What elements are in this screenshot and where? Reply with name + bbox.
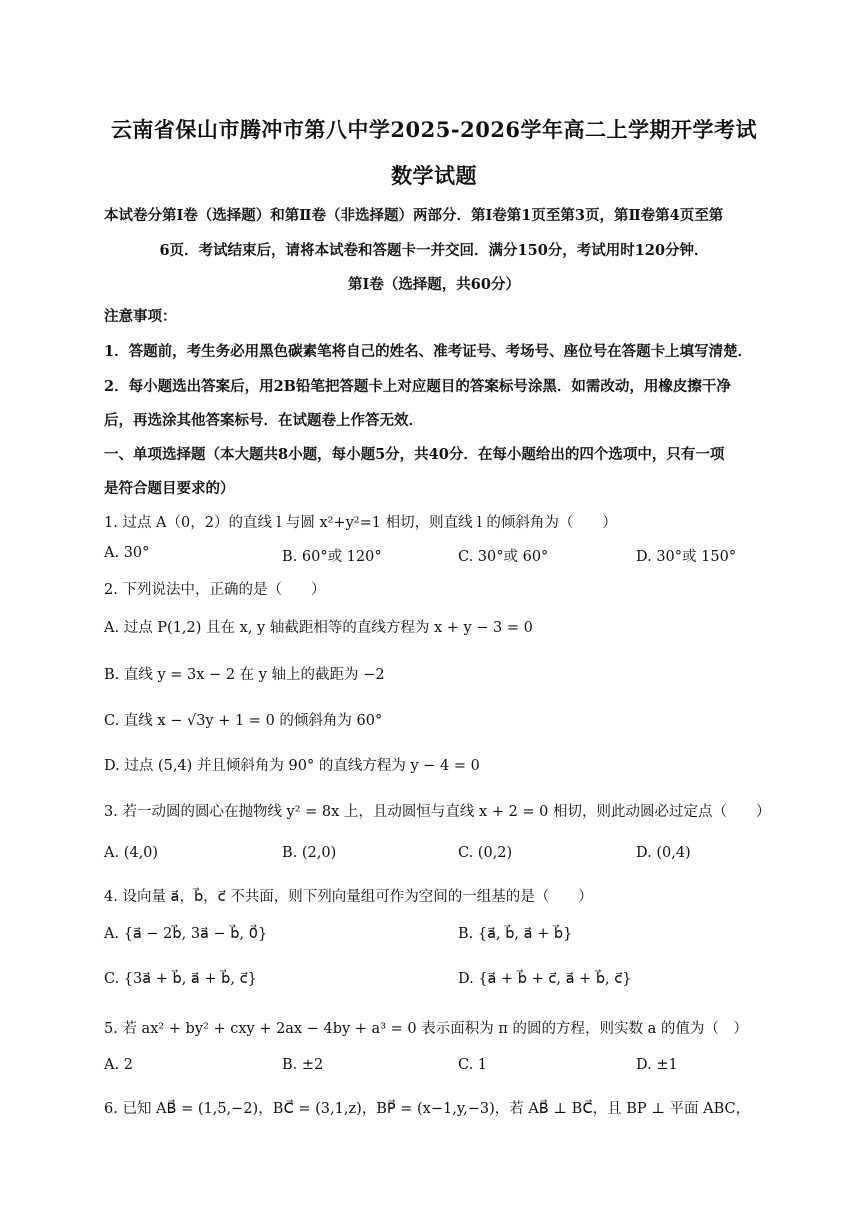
question-3-option-d: D. (0,4) bbox=[636, 845, 691, 861]
notice-heading: 注意事项： bbox=[104, 308, 177, 325]
question-6-stem: 6. 已知 AB⃗ = (1,5,−2)，BC⃗ = (3,1,z)，BP⃗ = (x−1,y,−3)，若 AB⃗ ⊥ BC⃗，且 BP ⊥ 平面 ABC， bbox=[104, 1101, 751, 1117]
notice-item-1: 1．答题前，考生务必用黑色碳素笔将自己的姓名、准考证号、考场号、座位号在答题卡上填写清楚． bbox=[104, 343, 753, 360]
intro-line-1: 本试卷分第Ⅰ卷（选择题）和第Ⅱ卷（非选择题）两部分．第Ⅰ卷第1页至第3页，第Ⅱ卷第4页至第 bbox=[104, 207, 724, 224]
question-3-stem: 3. 若一动圆的圆心在抛物线 y² = 8x 上，且动圆恒与直线 x + 2 = 0 相切，则此动圆必过定点（ ） bbox=[104, 804, 771, 820]
exam-subtitle: 数学试题 bbox=[391, 163, 477, 188]
question-1-option-a: A. 30° bbox=[104, 545, 150, 561]
section-heading-line-2: 是符合题目要求的） bbox=[104, 480, 235, 497]
question-5-option-d: D. ±1 bbox=[636, 1057, 678, 1073]
question-4-option-d: D. {a⃗ + b⃗ + c⃗, a⃗ + b⃗, c⃗} bbox=[458, 971, 632, 987]
question-1-option-c: C. 30°或 60° bbox=[458, 549, 549, 565]
question-3-option-b: B. (2,0) bbox=[282, 845, 337, 861]
question-2-option-b: B. 直线 y = 3x − 2 在 y 轴上的截距为 −2 bbox=[104, 667, 385, 683]
exam-title: 云南省保山市腾冲市第八中学2025-2026学年高二上学期开学考试 bbox=[110, 117, 758, 142]
question-4-stem: 4. 设向量 a⃗，b⃗，c⃗ 不共面，则下列向量组可作为空间的一组基的是（ ） bbox=[104, 889, 593, 905]
question-2-option-c: C. 直线 x − √3y + 1 = 0 的倾斜角为 60° bbox=[104, 713, 383, 729]
question-4-option-b: B. {a⃗, b⃗, a⃗ + b⃗} bbox=[458, 926, 573, 942]
question-2-stem: 2. 下列说法中，正确的是（ ） bbox=[104, 582, 326, 598]
question-2-option-d: D. 过点 (5,4) 并且倾斜角为 90° 的直线方程为 y − 4 = 0 bbox=[104, 758, 480, 774]
question-5-stem: 5. 若 ax² + by² + cxy + 2ax − 4by + a³ = 0 表示面积为 π 的圆的方程，则实数 a 的值为（ ） bbox=[104, 1021, 748, 1037]
question-3-option-a: A. (4,0) bbox=[104, 845, 159, 861]
notice-item-2-line-2: 后，再选涂其他答案标号．在试题卷上作答无效． bbox=[104, 412, 423, 429]
question-3-option-c: C. (0,2) bbox=[458, 845, 513, 861]
question-5-option-c: C. 1 bbox=[458, 1057, 488, 1073]
notice-item-2-line-1: 2．每小题选出答案后，用2B铅笔把答题卡上对应题目的答案标号涂黑．如需改动，用橡皮擦干净 bbox=[104, 378, 731, 395]
intro-line-2: 6页．考试结束后，请将本试卷和答题卡一并交回．满分150分，考试用时120分钟． bbox=[159, 242, 709, 259]
question-4-option-c: C. {3a⃗ + b⃗, a⃗ + b⃗, c⃗} bbox=[104, 971, 257, 987]
section-heading-line-1: 一、单项选择题（本大题共8小题，每小题5分，共40分．在每小题给出的四个选项中，只有一项 bbox=[104, 446, 725, 463]
question-5-option-b: B. ±2 bbox=[282, 1057, 324, 1073]
question-1-option-d: D. 30°或 150° bbox=[636, 549, 737, 565]
question-2-option-a: A. 过点 P(1,2) 且在 x, y 轴截距相等的直线方程为 x + y − 3 = 0 bbox=[104, 620, 533, 636]
question-1-stem: 1. 过点 A（0，2）的直线 l 与圆 x²+y²=1 相切，则直线 l 的倾斜角为（ ） bbox=[104, 515, 617, 531]
question-5-option-a: A. 2 bbox=[104, 1057, 133, 1073]
question-4-option-a: A. {a⃗ − 2b⃗, 3a⃗ − b⃗, 0⃗} bbox=[104, 926, 268, 942]
part1-heading: 第Ⅰ卷（选择题，共60分） bbox=[348, 276, 520, 293]
question-1-option-b: B. 60°或 120° bbox=[282, 549, 382, 565]
